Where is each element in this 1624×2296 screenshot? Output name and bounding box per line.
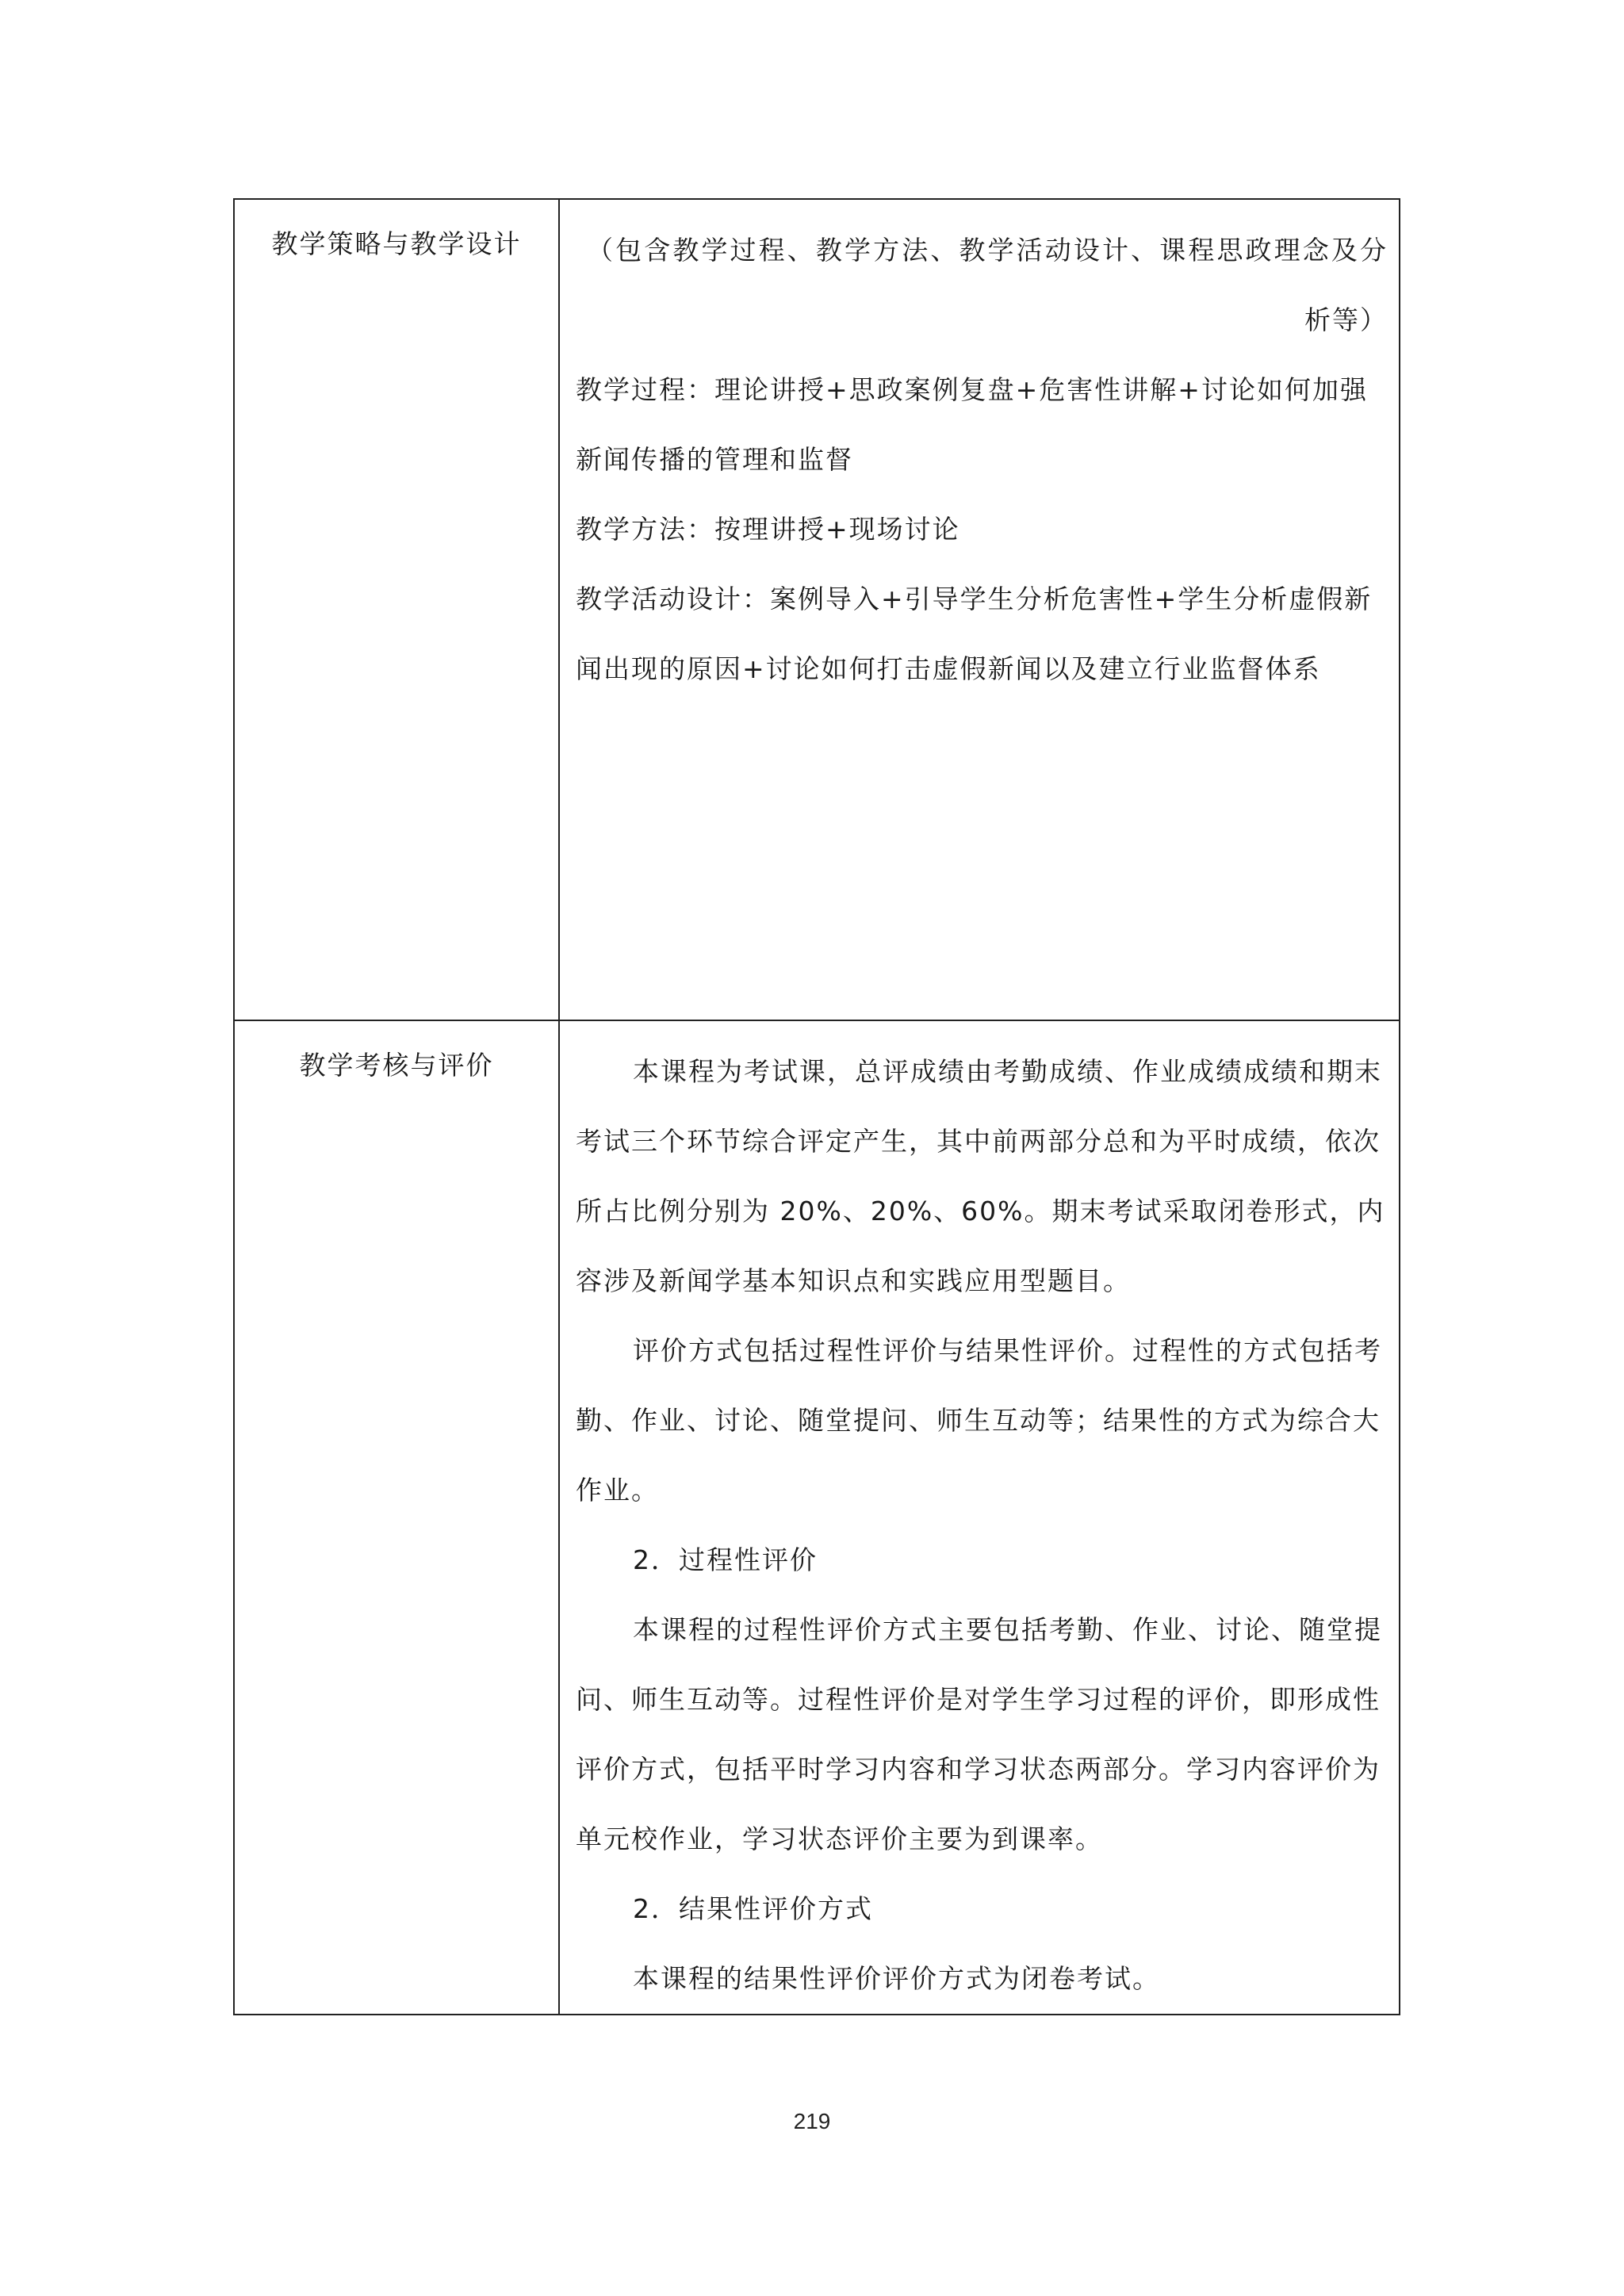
- label-cell: [234, 199, 559, 1020]
- row-label-assessment: 教学考核与评价: [299, 1050, 494, 1081]
- table-row-strategy: [234, 199, 1400, 1020]
- assessment-content: [560, 1021, 1399, 2014]
- teaching-process-paragraph: 教学过程：理论讲授+思政案例复盘+危害性讲解+讨论如何加强新闻传播的管理和监督: [576, 374, 1368, 475]
- process-evaluation-heading: 2．过程性评价: [633, 1544, 818, 1575]
- process-evaluation-paragraph: 本课程的过程性评价方式主要包括考勤、作业、讨论、随堂提问、师生互动等。过程性评价是对学生学习过程的评价，即形成性评价方式，包括平时学习内容和学习状态两部分。学习内容评价为单元校作业，学习状态评价主要为到课率。: [576, 1614, 1382, 1854]
- row-label-strategy: 教学策略与教学设计: [271, 228, 522, 259]
- course-design-table: [233, 198, 1400, 2015]
- page-number: 219: [793, 2109, 831, 2133]
- activity-design-paragraph: 教学活动设计：案例导入+引导学生分析危害性+学生分析虚假新闻出现的原因+讨论如何打击虚假新闻以及建立行业监督体系: [576, 584, 1373, 684]
- table-row-assessment: [234, 1020, 1400, 2015]
- strategy-note: （包含教学过程、教学方法、教学活动设计、课程思政理念及分析等）: [587, 235, 1388, 335]
- evaluation-methods-paragraph: 评价方式包括过程性评价与结果性评价。过程性的方式包括考勤、作业、讨论、随堂提问、师生互动等；结果性的方式为综合大作业。: [576, 1335, 1382, 1506]
- strategy-content: [560, 200, 1399, 704]
- content-cell: [559, 1020, 1400, 2015]
- label-cell: [234, 1020, 559, 2015]
- content-cell: [559, 199, 1400, 1020]
- result-evaluation-paragraph: 本课程的结果性评价评价方式为闭卷考试。: [633, 1963, 1160, 1994]
- exam-overview-paragraph: 本课程为考试课，总评成绩由考勤成绩、作业成绩成绩和期末考试三个环节综合评定产生，其中前两部分总和为平时成绩，依次所占比例分别为 20%、20%、60%。期末考试采取闭卷形式，内容涉及新闻学基本知识点和实践应用型题目。: [576, 1056, 1385, 1296]
- teaching-method-paragraph: 教学方法：按理讲授+现场讨论: [576, 514, 960, 545]
- result-evaluation-heading: 2．结果性评价方式: [633, 1893, 873, 1924]
